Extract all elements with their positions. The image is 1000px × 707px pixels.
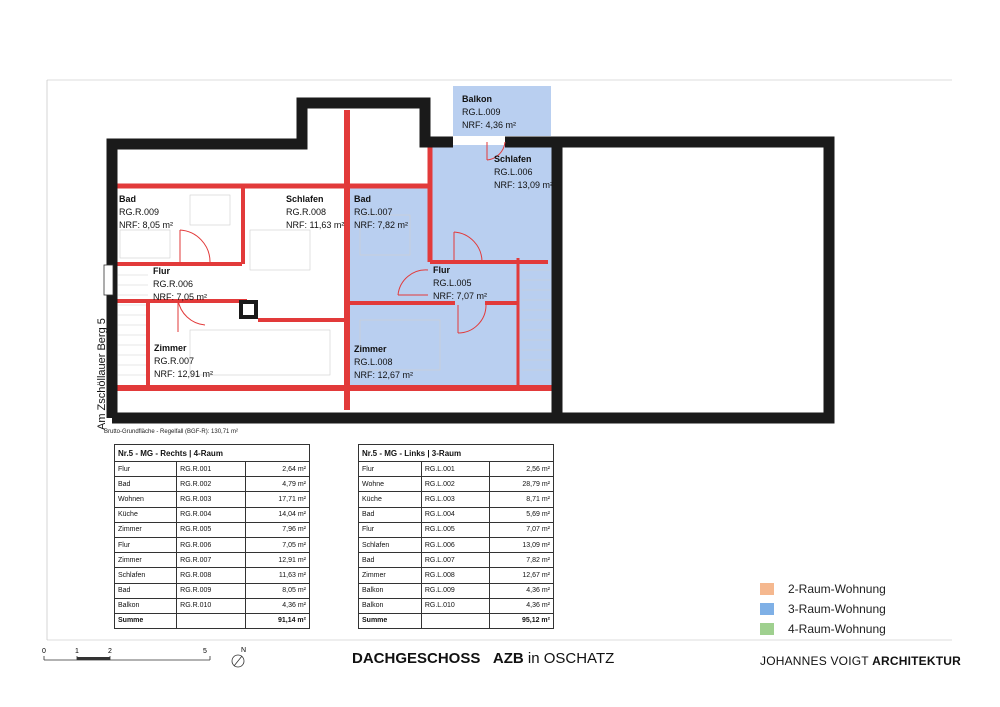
- cell-code: RG.L.009: [421, 583, 489, 598]
- area-table-left: [358, 444, 554, 629]
- cell-room: Bad: [115, 583, 177, 598]
- table-row: [115, 553, 310, 568]
- scale-bar: [42, 648, 210, 660]
- cell-code: RG.R.007: [177, 553, 246, 568]
- cell-room: Balkon: [359, 598, 422, 613]
- room-name: Bad: [119, 194, 137, 204]
- title-floor: DACHGESCHOSS: [352, 650, 481, 667]
- table-row: [115, 462, 310, 477]
- room-name: Zimmer: [354, 344, 387, 354]
- cell-code: RG.R.002: [177, 477, 246, 492]
- cell-room: Wohne: [359, 477, 422, 492]
- cell-area: 2,56 m²: [489, 462, 553, 477]
- room-area: NRF: 4,36 m²: [462, 120, 517, 130]
- room-area: NRF: 11,63 m²: [286, 220, 345, 230]
- table-row: [115, 583, 310, 598]
- cell-room: Küche: [359, 492, 422, 507]
- cell-code: RG.L.007: [421, 553, 489, 568]
- cell-area: 7,07 m²: [489, 522, 553, 537]
- scale-tick-label: 1: [75, 648, 79, 655]
- room-name: Schlafen: [286, 194, 324, 204]
- legend-label: 2-Raum-Wohnung: [788, 582, 886, 596]
- room-name: Flur: [433, 265, 450, 275]
- cell-code: RG.R.001: [177, 462, 246, 477]
- cell-area: 11,63 m²: [246, 568, 310, 583]
- north-label: N: [241, 647, 247, 654]
- room-code: RG.R.009: [119, 207, 160, 217]
- scale-tick-label: 5: [203, 648, 207, 655]
- table-row: [359, 462, 554, 477]
- room-name: Flur: [153, 266, 170, 276]
- room-label-flur-r006: [153, 266, 207, 302]
- drawing-title: [352, 650, 614, 667]
- cell-room: Bad: [359, 553, 422, 568]
- table-title: Nr.5 - MG - Links | 3-Raum: [359, 445, 554, 462]
- room-label-schlafen-r008: [286, 194, 344, 230]
- scale-tick-label: 0: [42, 648, 46, 655]
- architect-brand: [760, 654, 961, 668]
- cell-room: Balkon: [115, 598, 177, 613]
- cell-area: 17,71 m²: [246, 492, 310, 507]
- table-row: [359, 537, 554, 552]
- legend: [760, 579, 886, 639]
- cell-area: 2,64 m²: [246, 462, 310, 477]
- cell-area: 4,79 m²: [246, 477, 310, 492]
- room-area: NRF: 7,82 m²: [354, 220, 409, 230]
- room-area: NRF: 7,05 m²: [153, 292, 208, 302]
- room-area: NRF: 8,05 m²: [119, 220, 174, 230]
- room-code: RG.L.009: [462, 107, 501, 117]
- cell-area: 13,09 m²: [489, 537, 553, 552]
- chimney: [241, 302, 256, 317]
- cell-room: Wohnen: [115, 492, 177, 507]
- room-area: NRF: 13,09 m²: [494, 180, 554, 190]
- cell-code: RG.L.005: [421, 522, 489, 537]
- cell-room: Küche: [115, 507, 177, 522]
- cell-code: RG.L.002: [421, 477, 489, 492]
- cell-code: RG.R.006: [177, 537, 246, 552]
- table-row: [115, 507, 310, 522]
- cell-area: 4,36 m²: [489, 598, 553, 613]
- gross-area-note: Brutto-Grundfläche - Regelfall (BGF-R): 130,71 m²: [104, 429, 239, 435]
- brand-name: JOHANNES VOIGT: [760, 654, 869, 668]
- unit-left-fill: [347, 86, 552, 385]
- cell-code: RG.L.003: [421, 492, 489, 507]
- room-code: RG.L.007: [354, 207, 393, 217]
- cell-area: 4,36 m²: [246, 598, 310, 613]
- cell-area: 12,67 m²: [489, 568, 553, 583]
- table-row: [359, 583, 554, 598]
- room-name: Bad: [354, 194, 372, 204]
- area-table-right: [114, 444, 310, 629]
- room-code: RG.R.008: [286, 207, 327, 217]
- room-code: RG.R.007: [154, 356, 195, 366]
- legend-swatch: [760, 603, 774, 615]
- table-title: Nr.5 - MG - Rechts | 4-Raum: [115, 445, 310, 462]
- room-area: NRF: 7,07 m²: [433, 291, 488, 301]
- sum-spacer: [421, 613, 489, 628]
- cell-code: RG.L.010: [421, 598, 489, 613]
- table-row: [359, 598, 554, 613]
- cell-area: 7,05 m²: [246, 537, 310, 552]
- legend-swatch: [760, 583, 774, 595]
- table-row: [359, 477, 554, 492]
- room-area: NRF: 12,67 m²: [354, 370, 414, 380]
- room-code: RG.R.006: [153, 279, 194, 289]
- cell-room: Flur: [359, 462, 422, 477]
- table-sum-row: [115, 613, 310, 628]
- table-row: [359, 553, 554, 568]
- title-location: in OSCHATZ: [527, 650, 615, 667]
- room-code: RG.L.008: [354, 357, 393, 367]
- cell-code: RG.R.004: [177, 507, 246, 522]
- cell-area: 7,82 m²: [489, 553, 553, 568]
- cell-code: RG.R.008: [177, 568, 246, 583]
- table-row: [115, 477, 310, 492]
- table-row: [359, 492, 554, 507]
- cell-code: RG.L.006: [421, 537, 489, 552]
- cell-area: 4,36 m²: [489, 583, 553, 598]
- room-name: Balkon: [462, 94, 493, 104]
- cell-area: 5,69 m²: [489, 507, 553, 522]
- legend-swatch: [760, 623, 774, 635]
- sum-label: Summe: [359, 613, 422, 628]
- cell-room: Flur: [115, 537, 177, 552]
- legend-label: 3-Raum-Wohnung: [788, 602, 886, 616]
- cell-room: Zimmer: [115, 553, 177, 568]
- cell-code: RG.L.004: [421, 507, 489, 522]
- legend-item: [760, 599, 886, 619]
- cell-room: Schlafen: [115, 568, 177, 583]
- room-label-bad-r009: [119, 194, 173, 230]
- legend-item: [760, 619, 886, 639]
- title-project: AZB: [492, 650, 524, 667]
- cell-room: Flur: [115, 462, 177, 477]
- cell-room: Bad: [115, 477, 177, 492]
- sum-spacer: [177, 613, 246, 628]
- sum-value: 95,12 m²: [489, 613, 553, 628]
- cell-room: Balkon: [359, 583, 422, 598]
- cell-area: 8,05 m²: [246, 583, 310, 598]
- table-row: [359, 568, 554, 583]
- table-row: [359, 507, 554, 522]
- cell-area: 28,79 m²: [489, 477, 553, 492]
- cell-room: Flur: [359, 522, 422, 537]
- street-label: Am Zschöllauer Berg 5: [96, 318, 108, 430]
- cell-code: RG.R.005: [177, 522, 246, 537]
- room-code: RG.L.006: [494, 167, 533, 177]
- table-row: [115, 598, 310, 613]
- room-name: Zimmer: [154, 343, 187, 353]
- cell-area: 12,91 m²: [246, 553, 310, 568]
- room-label-zimmer-r007: [154, 343, 213, 379]
- north-arrow-icon: [232, 647, 246, 667]
- cell-code: RG.R.009: [177, 583, 246, 598]
- table-sum-row: [359, 613, 554, 628]
- table-row: [115, 492, 310, 507]
- room-area: NRF: 12,91 m²: [154, 369, 214, 379]
- table-row: [115, 522, 310, 537]
- table-row: [359, 522, 554, 537]
- cell-area: 14,04 m²: [246, 507, 310, 522]
- brand-suffix: ARCHITEKTUR: [872, 654, 962, 668]
- window-left: [104, 265, 113, 295]
- cell-area: 7,96 m²: [246, 522, 310, 537]
- cell-code: RG.L.008: [421, 568, 489, 583]
- cell-area: 8,71 m²: [489, 492, 553, 507]
- cell-room: Bad: [359, 507, 422, 522]
- legend-item: [760, 579, 886, 599]
- cell-room: Schlafen: [359, 537, 422, 552]
- cell-code: RG.L.001: [421, 462, 489, 477]
- cell-code: RG.R.003: [177, 492, 246, 507]
- cell-room: Zimmer: [359, 568, 422, 583]
- scale-tick-label: 2: [108, 648, 112, 655]
- cell-room: Zimmer: [115, 522, 177, 537]
- table-row: [115, 537, 310, 552]
- sum-label: Summe: [115, 613, 177, 628]
- room-name: Schlafen: [494, 154, 532, 164]
- table-row: [115, 568, 310, 583]
- cell-code: RG.R.010: [177, 598, 246, 613]
- sum-value: 91,14 m²: [246, 613, 310, 628]
- room-code: RG.L.005: [433, 278, 472, 288]
- legend-label: 4-Raum-Wohnung: [788, 622, 886, 636]
